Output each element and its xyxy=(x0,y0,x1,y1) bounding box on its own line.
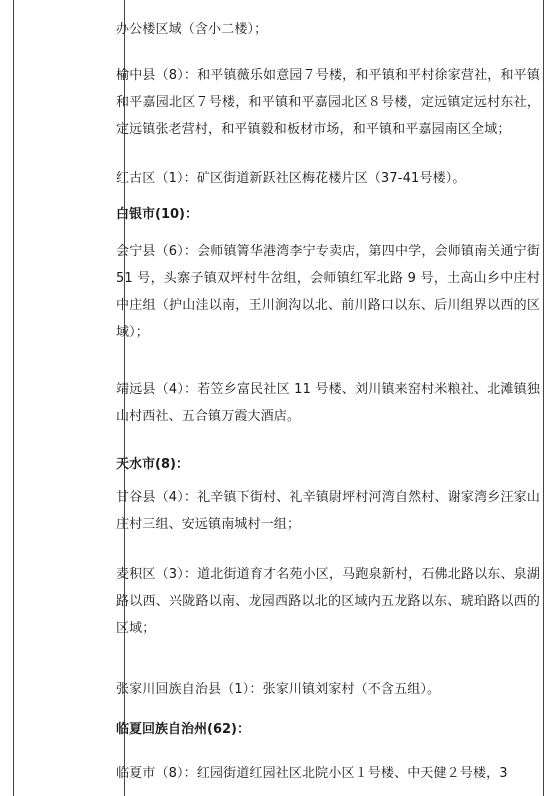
heading-baiyin-city: 白银市(10)： xyxy=(116,207,198,222)
text-yuzhong-county: 榆中县（8）：和平镇薇乐如意园７号楼，和平镇和平村徐家营社，和平镇和平嘉园北区７号楼，和平镇和平嘉园北区８号楼，定远镇定远村东社，定远镇张老营村，和平镇毅和板材市场，和平镇和平嘉园南区全域； xyxy=(116,68,540,137)
text-linxia-city: 临夏市（8）：红园街道红园社区北院小区１号楼、中天健２号楼，3 xyxy=(116,766,508,781)
text-gangu-county: 甘谷县（4）：礼辛镇下街村、礼辛镇尉坪村河湾自然村、谢家湾乡汪家山庄村三组、安远镇南城村一组； xyxy=(116,490,540,532)
text-jingyuan-county: 靖远县（4）：若笠乡富民社区 11 号楼、刘川镇来窑村米粮社、北滩镇独山村西社、五合镇万霞大酒店。 xyxy=(116,382,540,424)
heading-linxia-prefecture: 临夏回族自治州(62)： xyxy=(116,722,250,737)
text-huining-county: 会宁县（6）：会师镇箐华港湾李宁专卖店，第四中学，会师镇南关通宁街 51 号，头寨子镇双坪村牛岔组，会师镇红军北路 9 号，土高山乡中庄村中庄组（护山洼以南，王川涧沟以北、前川路口以东、后川组界以西的区域）； xyxy=(116,244,540,340)
text-maiji-district: 麦积区（3）：道北街道育才名苑小区，马跑泉新村，石佛北路以东、泉湖路以西、兴陇路以南、龙园西路以北的区域内五龙路以东、琥珀路以西的区域； xyxy=(116,567,540,636)
heading-tianshui-city: 天水市(8)： xyxy=(116,457,189,472)
text-honggu-district: 红古区（1）：矿区街道新跃社区梅花楼片区（37-41号楼）。 xyxy=(116,171,466,186)
text-office-area: 办公楼区域（含小二楼）； xyxy=(116,22,268,37)
text-zhangjiachuan-county: 张家川回族自治县（1）：张家川镇刘家村（不含五组）。 xyxy=(116,682,441,697)
